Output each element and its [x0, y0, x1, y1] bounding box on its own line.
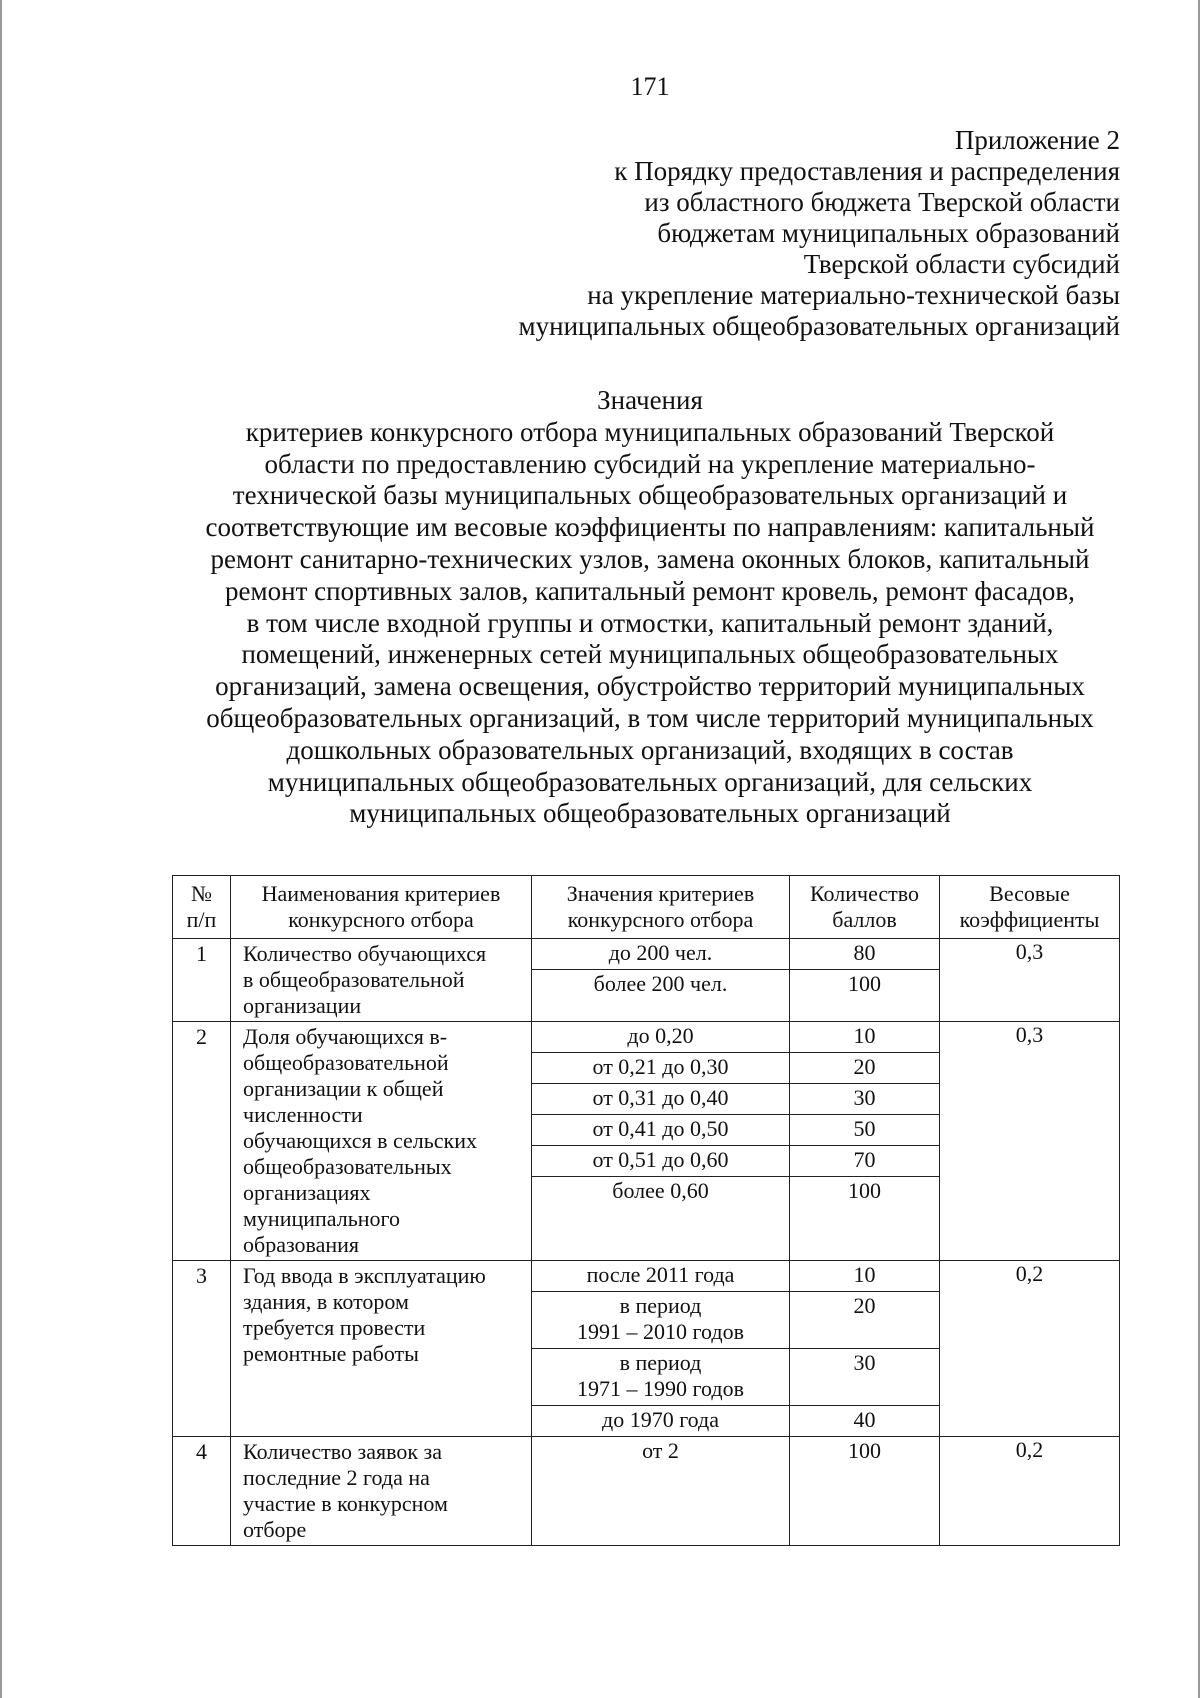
criterion-value-cell — [532, 1146, 789, 1177]
header-num: № п/п — [173, 876, 231, 939]
criterion-name-line: Количество обучающихся — [243, 941, 487, 966]
document-title — [100, 385, 1200, 830]
title-line: в том числе входной группы и отмостки, капитальный ремонт зданий, — [246, 607, 1054, 638]
points-value: 70 — [790, 1146, 939, 1177]
criterion-name-line: общеобразовательных — [243, 1154, 452, 1179]
criterion-value-text: 1971 – 1990 годов — [577, 1376, 744, 1401]
title-heading: Значения — [597, 385, 703, 415]
criterion-name-line: ремонтные работы — [243, 1341, 419, 1366]
row-number: 1 — [173, 939, 231, 1022]
criterion-value-text: до 200 чел. — [608, 940, 713, 965]
table-header-row — [173, 876, 1120, 939]
points-value: 100 — [848, 1438, 881, 1463]
criterion-name-line: отборе — [243, 1517, 307, 1542]
criterion-value-text: более 200 чел. — [593, 971, 728, 996]
criterion-name — [231, 939, 532, 1022]
points-value: 40 — [853, 1407, 876, 1432]
scan-edge-left — [0, 0, 2, 1698]
criterion-name-line: Доля обучающихся в- — [243, 1024, 448, 1049]
row-number: 3 — [173, 1261, 231, 1437]
criterion-value-text: после 2011 года — [586, 1262, 735, 1287]
table-row — [173, 1261, 1120, 1437]
criterion-name-line: организации — [243, 993, 362, 1018]
criterion-name-line: обучающихся в сельских — [243, 1128, 478, 1153]
appendix-line: бюджетам муниципальных образований — [657, 218, 1120, 248]
criterion-name-line: образования — [243, 1232, 360, 1257]
criterion-value-cell — [532, 1261, 789, 1292]
appendix-line: к Порядку предоставления и распределения — [614, 156, 1120, 186]
appendix-line: на укрепление материально-технической базы — [587, 280, 1120, 310]
criterion-points — [790, 939, 940, 1022]
points-value: 80 — [790, 939, 939, 970]
page-number: 171 — [630, 72, 670, 101]
header-coef: Весовые коэффициенты — [940, 876, 1120, 939]
appendix-line: Тверской области субсидий — [803, 249, 1120, 279]
appendix-line: Приложение 2 — [954, 125, 1120, 155]
criterion-value-cell — [532, 1115, 789, 1146]
table-body — [173, 939, 1120, 1546]
criterion-name-line: муниципального — [243, 1206, 401, 1231]
header-points: Количество баллов — [790, 876, 940, 939]
criterion-value-text: от 0,21 до 0,30 — [592, 1054, 729, 1079]
appendix-block — [360, 125, 1120, 342]
weight-coefficient: 0,2 — [940, 1437, 1120, 1546]
points-value: 10 — [790, 1261, 939, 1292]
title-line: ремонт спортивных залов, капитальный ремонт кровель, ремонт фасадов, — [225, 575, 1075, 606]
criterion-value-text: более 0,60 — [612, 1178, 709, 1203]
criterion-name-line: последние 2 года на — [243, 1465, 430, 1490]
criterion-value-text: от 0,31 до 0,40 — [592, 1085, 729, 1110]
title-line: помещений, инженерных сетей муниципальных общеобразовательных — [241, 639, 1059, 670]
points-value: 100 — [848, 1178, 881, 1203]
table-row — [173, 1022, 1120, 1261]
points-value: 20 — [790, 1292, 939, 1349]
criterion-name-line: Год ввода в эксплуатацию — [243, 1263, 486, 1288]
title-line: ремонт санитарно-технических узлов, замена оконных блоков, капитальный — [210, 543, 1090, 574]
criterion-name-line: численности — [243, 1102, 363, 1127]
criterion-values — [532, 939, 790, 1022]
criterion-value-text: от 2 — [642, 1438, 679, 1463]
row-number: 4 — [173, 1437, 231, 1546]
appendix-line: муниципальных общеобразовательных организаций — [518, 311, 1120, 341]
criterion-name-line: общеобразовательной — [243, 1050, 449, 1075]
points-value: 10 — [790, 1022, 939, 1053]
appendix-line: из областного бюджета Тверской области — [644, 187, 1120, 217]
criteria-table — [172, 875, 1120, 1546]
criterion-value-text: от 0,41 до 0,50 — [592, 1116, 729, 1141]
row-number: 2 — [173, 1022, 231, 1261]
points-value: 30 — [790, 1349, 939, 1406]
criterion-value-cell — [532, 1406, 789, 1436]
criterion-value-cell — [532, 1292, 789, 1349]
title-line: критериев конкурсного отбора муниципальных образований Тверской — [245, 416, 1055, 447]
criterion-value-text: 1991 – 2010 годов — [577, 1319, 744, 1344]
criterion-name — [231, 1437, 532, 1546]
criterion-name-line: Количество заявок за — [243, 1439, 442, 1464]
criterion-values — [532, 1261, 790, 1437]
criterion-value-cell — [532, 1022, 789, 1053]
criterion-name-line: здания, в котором — [243, 1289, 409, 1314]
criterion-value-text: до 1970 года — [602, 1407, 719, 1432]
title-line: технической базы муниципальных общеобразовательных организаций и — [232, 480, 1068, 511]
weight-coefficient: 0,3 — [940, 939, 1120, 1022]
criterion-points — [790, 1022, 940, 1261]
title-line: общеобразовательных организаций, в том числе территорий муниципальных — [206, 702, 1094, 733]
criterion-name — [231, 1022, 532, 1261]
table-row — [173, 1437, 1120, 1546]
title-line: дошкольных образовательных организаций, входящих в состав — [286, 734, 1014, 765]
table-row — [173, 939, 1120, 1022]
criterion-value-cell — [532, 1084, 789, 1115]
weight-coefficient: 0,3 — [940, 1022, 1120, 1261]
title-line: соответствующие им весовые коэффициенты по направлениям: капитальный — [205, 512, 1095, 543]
weight-coefficient: 0,2 — [940, 1261, 1120, 1437]
criterion-points — [790, 1261, 940, 1437]
criterion-value-cell — [532, 1177, 789, 1207]
criterion-points — [790, 1437, 940, 1546]
criterion-value-text: в период — [619, 1293, 702, 1318]
criterion-value-cell — [532, 970, 789, 1000]
points-value: 100 — [848, 971, 881, 996]
criterion-value-cell — [532, 1349, 789, 1406]
points-value: 20 — [790, 1053, 939, 1084]
title-line: области по предоставлению субсидий на укрепление материально- — [264, 448, 1036, 479]
criterion-values — [532, 1022, 790, 1261]
criterion-value-text: до 0,20 — [627, 1023, 694, 1048]
points-value: 50 — [790, 1115, 939, 1146]
title-line: организаций, замена освещения, обустройство территорий муниципальных — [215, 671, 1085, 702]
criterion-name-line: организациях — [243, 1180, 371, 1205]
header-values: Значения критериев конкурсного отбора — [532, 876, 790, 939]
criterion-name-line: в общеобразовательной — [243, 967, 465, 992]
header-name: Наименования критериев конкурсного отбора — [231, 876, 532, 939]
criterion-value-cell — [532, 1437, 789, 1467]
title-line: муниципальных общеобразовательных организаций — [349, 798, 951, 829]
criterion-name-line: требуется провести — [243, 1315, 426, 1340]
points-value: 30 — [790, 1084, 939, 1115]
criterion-name-line: участие в конкурсном — [243, 1491, 448, 1516]
title-line: муниципальных общеобразовательных организаций, для сельских — [267, 766, 1033, 797]
criterion-value-text: от 0,51 до 0,60 — [592, 1147, 729, 1172]
criterion-name-line: организации к общей — [243, 1076, 444, 1101]
criterion-value-text: в период — [619, 1350, 702, 1375]
criterion-values — [532, 1437, 790, 1546]
criterion-value-cell — [532, 1053, 789, 1084]
criterion-name — [231, 1261, 532, 1437]
criterion-value-cell — [532, 939, 789, 970]
